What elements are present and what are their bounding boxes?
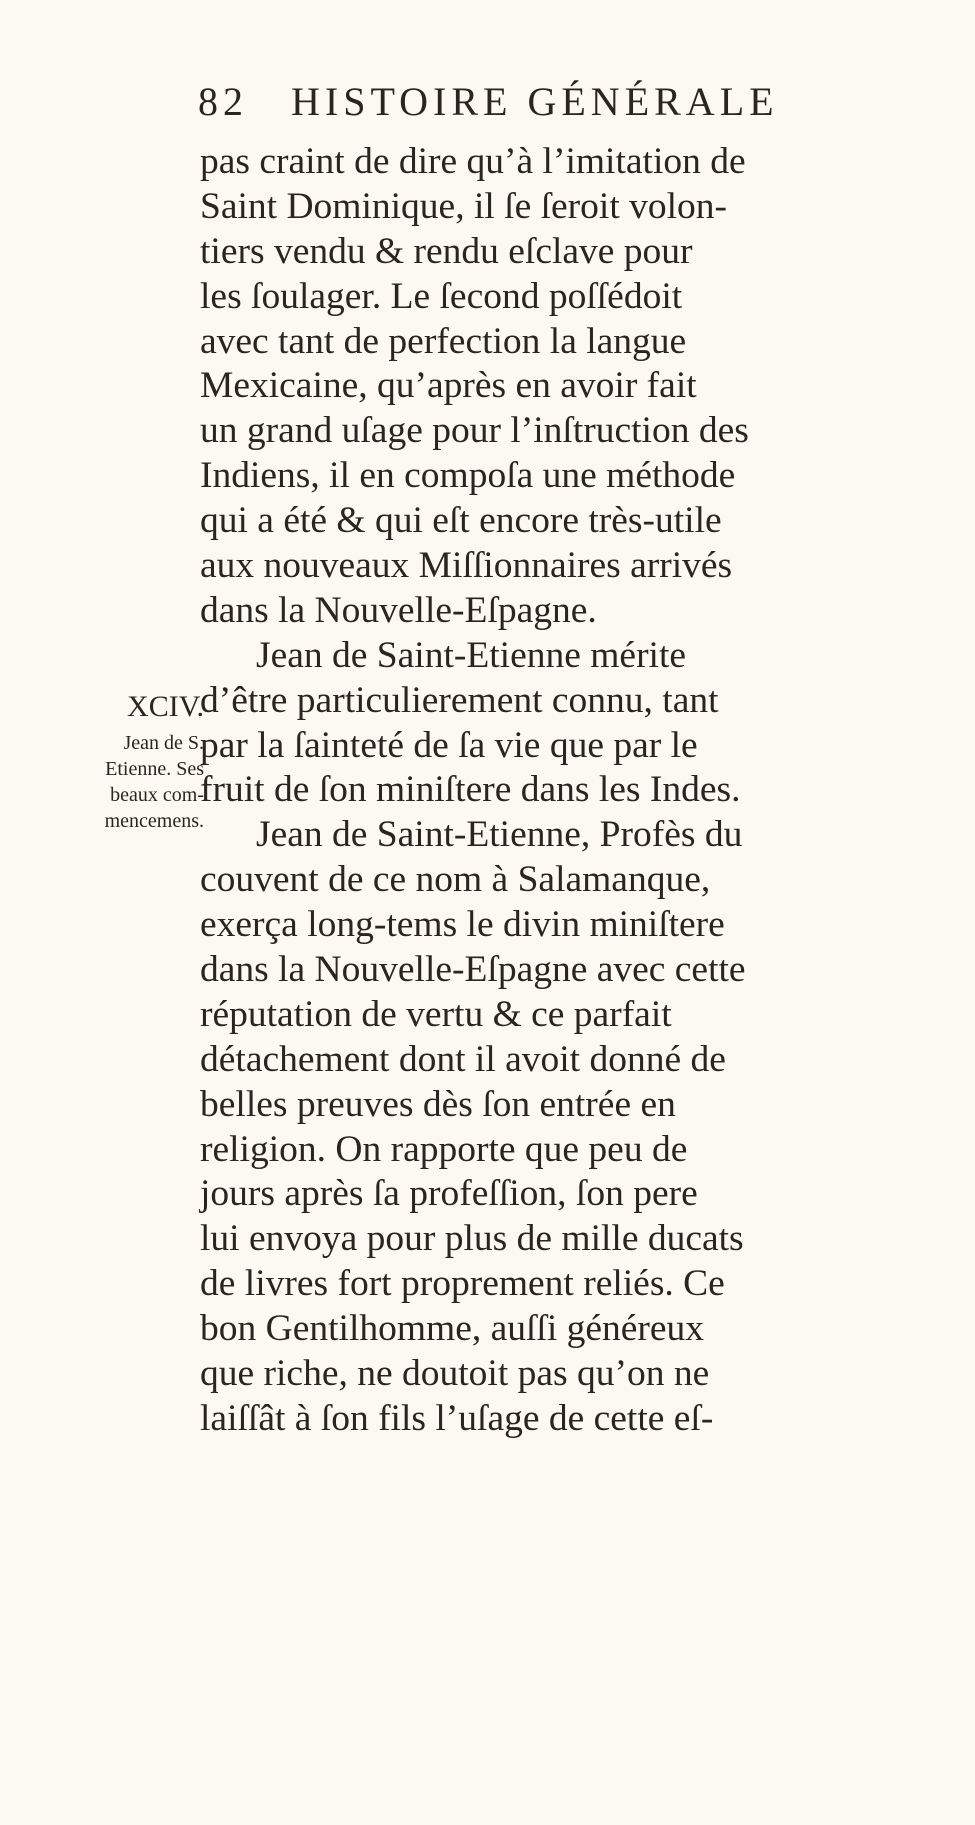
running-title: HISTOIRE GÉNÉRALE [291, 79, 779, 124]
text-line: dans la Nouvelle-Eſpagne. [200, 589, 597, 631]
margin-note-line: Etienne. Ses [105, 758, 204, 780]
text-line: aux nouveaux Miſſionnaires arrivés [200, 545, 733, 587]
text-line: pas craint de dire qu’à l’imitation de [200, 141, 746, 182]
text-line: avec tant de perfection la langue [200, 320, 687, 362]
paragraph-first-line: Jean de Saint-Etienne, Profès du [256, 814, 743, 856]
text-line: qui a été & qui eſt encore très-utile [200, 500, 722, 542]
text-line: par la ſainteté de ſa vie que par le [200, 724, 698, 766]
margin-note-line: mencemens. [104, 810, 204, 832]
text-line: tiers vendu & rendu eſclave pour [200, 230, 693, 272]
text-line: belles preuves dès ſon entrée en [200, 1083, 676, 1125]
text-line: un grand uſage pour l’inſtruction des [200, 410, 749, 452]
paragraph-first-line: Jean de Saint-Etienne mérite [256, 634, 687, 676]
text-line: Indiens, il en compoſa une méthode [200, 455, 736, 497]
text-line: les ſoulager. Le ſecond poſſédoit [200, 275, 683, 317]
body-text [200, 140, 900, 1442]
text-line: réputation de vertu & ce parfait [200, 993, 672, 1035]
page-header [198, 78, 838, 138]
page-number: 82 [198, 79, 248, 124]
text-line: bon Gentilhomme, auſſi généreux [200, 1308, 705, 1350]
margin-note [44, 690, 204, 834]
text-line: Mexicaine, qu’après en avoir fait [200, 365, 697, 407]
text-line: religion. On rapporte que peu de [200, 1128, 688, 1170]
text-line: exerça long-tems le divin miniſtere [200, 904, 725, 946]
text-line: que riche, ne doutoit pas qu’on ne [200, 1353, 710, 1395]
text-line: laiſſât à ſon fils l’uſage de cette eſ- [200, 1397, 714, 1439]
text-line: détachement dont il avoit donné de [200, 1038, 726, 1080]
text-line: Saint Dominique, il ſe ſeroit volon- [200, 185, 728, 227]
margin-note-line: Jean de S. [123, 732, 204, 754]
text-line: jours après ſa profeſſion, ſon pere [200, 1173, 698, 1215]
margin-note-line: beaux com- [110, 784, 204, 806]
text-line: dans la Nouvelle-Eſpagne avec cette [200, 949, 746, 991]
text-line: lui envoya pour plus de mille ducats [200, 1218, 744, 1260]
section-number: XCIV. [127, 690, 204, 723]
text-line: fruit de ſon miniſtere dans les Indes. [200, 769, 741, 811]
text-line: d’être particulierement connu, tant [200, 679, 719, 721]
text-line: de livres fort proprement reliés. Ce [200, 1263, 725, 1305]
text-line: couvent de ce nom à Salamanque, [200, 859, 711, 901]
